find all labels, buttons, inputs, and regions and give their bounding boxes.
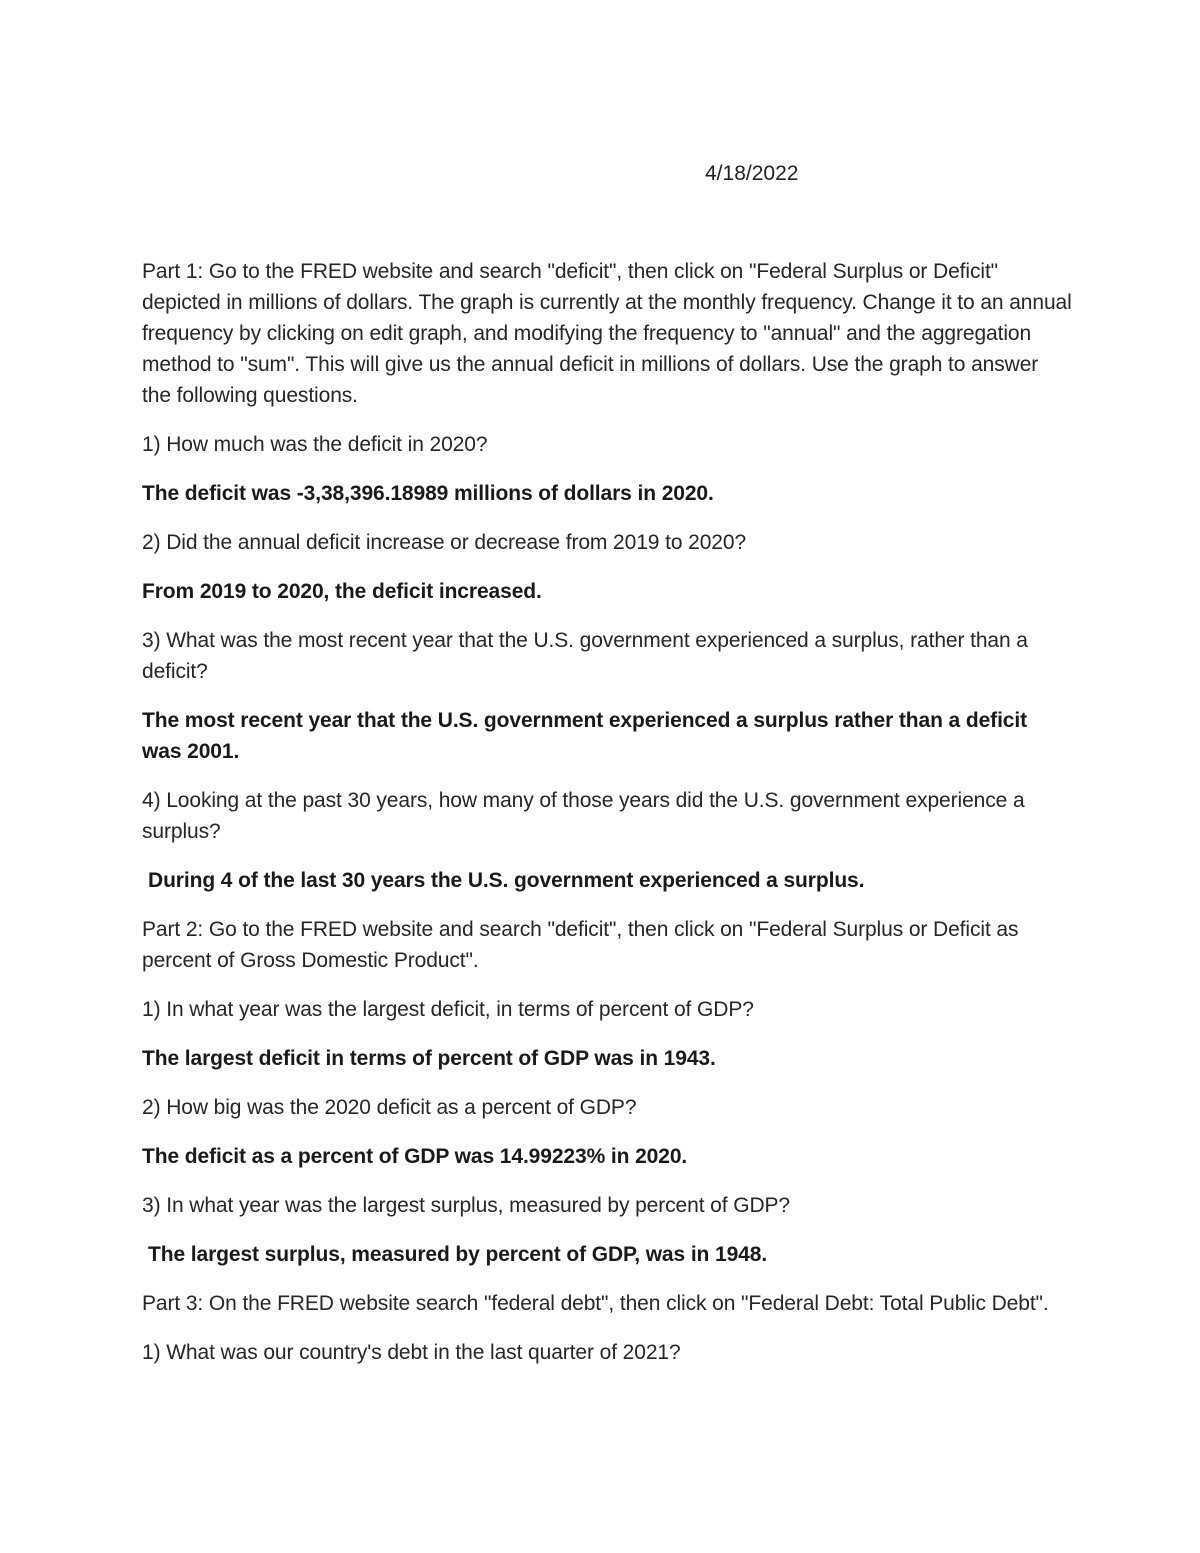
part-1-instructions: Part 1: Go to the FRED website and search "deficit", then click on "Federal Surplus or Deficit" depicted in millions of dollars. The graph is currently at the monthly frequency. Change it to an annual frequency by clicking on edit graph, and modifying the frequency to "annual" and the aggregation method to "sum". This will give us the annual deficit in millions of dollars. Use the graph to answer the following questions. xyxy=(142,260,1072,407)
part-1-question-4: 4) Looking at the past 30 years, how many of those years did the U.S. government experience a surplus? xyxy=(142,789,1025,843)
part-2-answer-3: The largest surplus, measured by percent of GDP, was in 1948. xyxy=(148,1243,768,1266)
part-2-question-3: 3) In what year was the largest surplus, measured by percent of GDP? xyxy=(142,1194,791,1217)
part-2-answer-2: The deficit as a percent of GDP was 14.99223% in 2020. xyxy=(142,1145,688,1168)
part-1-answer-2: From 2019 to 2020, the deficit increased. xyxy=(142,580,542,603)
part-2-answer-1: The largest deficit in terms of percent of GDP was in 1943. xyxy=(142,1047,716,1070)
part-1-answer-4: During 4 of the last 30 years the U.S. government experienced a surplus. xyxy=(148,869,865,892)
part-2-question-1: 1) In what year was the largest deficit, in terms of percent of GDP? xyxy=(142,998,754,1021)
part-1-answer-1: The deficit was -3,38,396.18989 millions of dollars in 2020. xyxy=(142,482,714,505)
part-3-instructions: Part 3: On the FRED website search "federal debt", then click on "Federal Debt: Total Public Debt". xyxy=(142,1292,1049,1315)
part-3-question-1: 1) What was our country's debt in the last quarter of 2021? xyxy=(142,1341,681,1364)
part-1-question-3: 3) What was the most recent year that the U.S. government experienced a surplus, rather than a deficit? xyxy=(142,629,1028,683)
part-1-answer-3: The most recent year that the U.S. government experienced a surplus rather than a deficit was 2001. xyxy=(142,709,1028,763)
part-1-question-2: 2) Did the annual deficit increase or decrease from 2019 to 2020? xyxy=(142,531,747,554)
part-2-instructions: Part 2: Go to the FRED website and search "deficit", then click on "Federal Surplus or Deficit as percent of Gross Domestic Product". xyxy=(142,918,1019,972)
part-1-question-1: 1) How much was the deficit in 2020? xyxy=(142,433,488,456)
document-body xyxy=(142,256,1072,1386)
part-2-question-2: 2) How big was the 2020 deficit as a percent of GDP? xyxy=(142,1096,637,1119)
document-date: 4/18/2022 xyxy=(705,162,799,185)
